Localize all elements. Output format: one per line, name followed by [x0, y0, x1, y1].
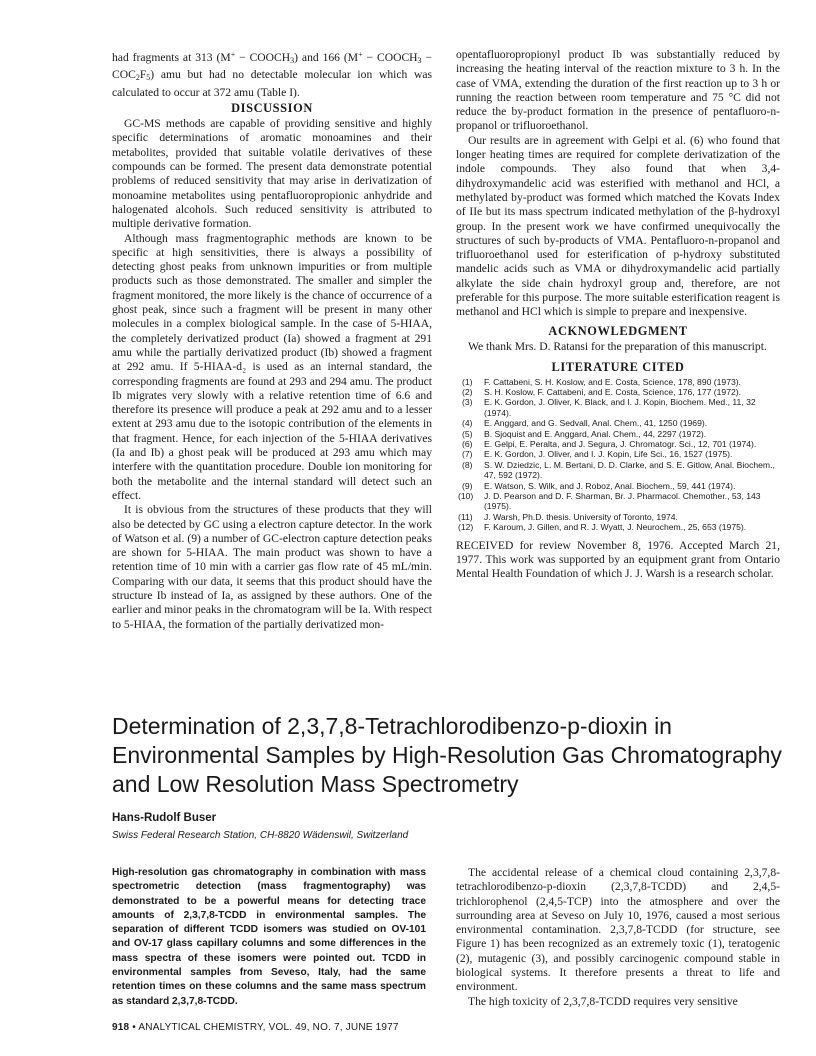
- reference-number: (6): [462, 438, 473, 449]
- reference-text: B. Sjoquist and E. Anggard, Anal. Chem., 44, 2297 (1972).: [484, 428, 707, 439]
- reference-item: [456, 387, 780, 397]
- intro-column: [456, 866, 780, 1009]
- top-right-column: [456, 48, 780, 582]
- article-affiliation: Swiss Federal Research Station, CH-8820 Wädenswil, Switzerland: [112, 830, 409, 841]
- page-footer: [112, 1022, 399, 1033]
- reference-number: (5): [462, 428, 473, 439]
- reference-item: [456, 429, 780, 439]
- reference-text: E. Anggard, and G. Sedvall, Anal. Chem., 41, 1250 (1969).: [484, 418, 708, 429]
- reference-number: (10): [458, 491, 474, 501]
- reference-text: J. D. Pearson and D. F. Sharman, Br. J. Pharmacol. Chemother., 53, 143 (1975).: [484, 491, 761, 512]
- reference-number: (11): [458, 511, 473, 522]
- reference-item: [456, 449, 780, 459]
- reference-item: [456, 439, 780, 449]
- article-author: Hans-Rudolf Buser: [112, 812, 217, 824]
- reference-item: [456, 377, 780, 387]
- reference-item: [456, 418, 780, 428]
- intro-paragraph-2: The high toxicity of 2,3,7,8-TCDD requires very sensitive: [468, 994, 738, 1008]
- received-note: RECEIVED for review November 8, 1976. Accepted March 21, 1977. This work was supported by an equipment grant from Ontario Mental Health Foundation of which J. J. Warsh is a research scholar.: [456, 538, 780, 581]
- reference-item: [456, 522, 780, 532]
- reference-number: (2): [462, 386, 473, 397]
- reference-number: (4): [462, 418, 473, 429]
- top-left-column: [112, 48, 432, 632]
- reference-number: (8): [462, 459, 473, 470]
- reference-list: [456, 377, 780, 533]
- reference-item: [456, 512, 780, 522]
- discussion-paragraph-1: GC-MS methods are capable of providing sensitive and highly specific determinations of aromatic monoamines and their metabolites, provided that suitable volatile derivatives of these compounds can be formed. The present data demonstrate potential problems of reduced sensitivity that may arise in derivatization of monoamine metabolites using pentafluoropropionic anhydride and halogenated alcohols. Such reduced sensitivity is attributed to multiple derivative formation.: [112, 117, 432, 231]
- reference-item: [456, 460, 780, 481]
- results-paragraph: Our results are in agreement with Gelpi et al. (6) who found that longer heating times are required for complete derivatization of the indole compounds. They also found that when 3,4-dihydroxymandelic acid was esterified with methanol and HCl, a methylated by-product was formed which matched the Kovats Index of IIe but its mass spectrum indicated methylation of the β-hydroxyl group. In the present work we have confirmed unequivocally the structures of such by-products of VMA. Pentafluoro-n-propanol and trifluoroethanol used for esterification of p-hydroxy substituted mandelic acids such as VMA or dihydroxymandelic acid partially alkylate the side chain hydroxyl group and, therefore, are not preferable for this purpose. The more suitable esterification reagent is methanol and HCl which is simple to prepare and inexpensive.: [456, 133, 780, 319]
- reference-text: F. Karoum, J. Gillen, and R. J. Wyatt, J. Neurochem., 25, 653 (1975).: [484, 522, 747, 533]
- reference-text: E. Watson, S. Wilk, and J. Roboz, Anal. Biochem., 59, 441 (1974).: [484, 480, 736, 491]
- discussion-paragraph-2: Although mass fragmentographic methods are known to be specific at high sensitivities, there is always a possibility of detecting ghost peaks from unknown impurities or from multiple products such as those demonstrated. The smaller and simpler the fragment monitored, the more likely is the chance of occurrence of a ghost peak, since such a fragment will be present in many other molecules in a complex biological sample. In the case of 5-HIAA, the completely derivatized product (Ia) showed a fragment at 291 amu while the partially derivatized product (Ib) showed a fragment at 292 amu. If 5-HIAA-d₂ is used as an internal standard, the corresponding fragments are found at 293 and 294 amu. The product Ib migrates very slowly with a relative retention time of 6.6 and therefore its presence will produce a peak at 292 amu and to a lesser extent at 293 amu due to the isotopic contribution of the elements in that fragment. Hence, for each injection of the 5-HIAA derivatives (Ia and Ib) a ghost peak will be produced at 293 amu which may interfere with the quantitation procedure. Double ion monitoring for both the metabolite and the internal standard will detect such an effect.: [112, 231, 432, 502]
- reference-number: (12): [458, 522, 474, 533]
- intro-paragraph-1: The accidental release of a chemical cloud containing 2,3,7,8-tetrachlorodibenzo-p-dioxin (2,3,7,8-TCDD) and 2,4,5-trichlorophenol (2,4,5-TCP) into the atmosphere and over the surrounding area at Seveso on July 10, 1976, caused a most serious environmental contamination. 2,3,7,8-TCDD (for structure, see Figure 1) has been recognized as an extremely toxic (1), teratogenic (2), mutagenic (3), and possibly carcinogenic compound stable in biological systems. It therefore presents a threat to life and environment.: [456, 866, 780, 994]
- reference-number: (9): [462, 480, 473, 491]
- reference-number: (3): [462, 397, 473, 408]
- reference-text: E. K. Gordon, J. Oliver, K. Black, and I. J. Kopin, Biochem. Med., 11, 32 (1974).: [484, 397, 756, 418]
- discussion-paragraph-3: It is obvious from the structures of these products that they will also be detected by GC using a electron capture detector. In the work of Watson et al. (9) a number of GC-electron capture detection peaks are shown for 5-HIAA. The main product was shown to have a retention time of 10 min with a carrier gas flow rate of 45 mL/min. Comparing with our data, it seems that this product should have the structure Ib instead of Ia, as assigned by these authors. One of the earlier and minor peaks in the chromatogram will be Ia. With respect to 5-HIAA, the formation of the partially derivatized mon-: [112, 503, 432, 631]
- literature-cited-heading: LITERATURE CITED: [551, 360, 685, 375]
- acknowledgment-text: We thank Mrs. D. Ratansi for the preparation of this manuscript.: [468, 339, 767, 353]
- reference-text: E. Gelpi, E. Peralta, and J. Segura, J. Chromatogr. Sci., 12, 701 (1974).: [484, 438, 757, 449]
- reference-text: E. K. Gordon, J. Oliver, and I. J. Kopin, Life Sci., 16, 1527 (1975).: [484, 449, 733, 460]
- reference-text: J. Warsh, Ph.D. thesis. University of Toronto, 1974.: [484, 511, 678, 522]
- reference-text: S. H. Koslow, F. Cattabeni, and E. Costa, Science, 176, 177 (1972).: [484, 386, 742, 397]
- paragraph-continued: had fragments at 313 $(M^+ - COOCH_3)$ and 166 $(M^+ - COOCH_3 - COC_2F_5)$ amu but had no detectable molecular ion which was calculated to occur at 372 amu (Table I).: [112, 50, 433, 99]
- reference-item: [456, 481, 780, 491]
- reference-text: F. Cattabeni, S. H. Koslow, and E. Costa, Science, 178, 890 (1973).: [484, 376, 742, 387]
- acknowledgment-heading: ACKNOWLEDGMENT: [548, 323, 688, 338]
- reference-item: [456, 397, 780, 418]
- reference-text: S. W. Dziedzic, L. M. Bertani, D. D. Clarke, and S. E. Gitlow, Anal. Biochem., 47, 592 (1972).: [484, 459, 775, 481]
- reference-item: [456, 491, 780, 512]
- reference-number: (1): [462, 376, 473, 387]
- journal-citation: ANALYTICAL CHEMISTRY, VOL. 49, NO. 7, JUNE 1977: [138, 1022, 399, 1033]
- discussion-heading: DISCUSSION: [231, 100, 313, 115]
- article-abstract: High-resolution gas chromatography in combination with mass spectrometric detection (mass fragmentography) was demonstrated to be a powerful means for detecting trace amounts of 2,3,7,8-TCDD in environmental samples. The separation of different TCDD isomers was studied on OV-101 and OV-17 glass capillary columns and some differences in the mass spectra of these isomers were pointed out. TCDD in environmental samples from Seveso, Italy, had the same retention times on these columns and the same mass spectrum as standard 2,3,7,8-TCDD.: [112, 867, 426, 1007]
- page-number: 918: [112, 1022, 130, 1033]
- article-title: Determination of 2,3,7,8-Tetrachlorodibenzo-p-dioxin in Environmental Samples by High-Resolution Gas Chromatography and Low Resolution Mass Spectrometry: [112, 713, 782, 797]
- footer-bullet: •: [132, 1022, 136, 1033]
- reference-number: (7): [462, 449, 473, 460]
- paragraph-continued-right: opentafluoropropionyl product Ib was substantially reduced by increasing the heating interval of the reaction mixture to 3 h. In the case of VMA, extending the duration of the first reaction up to 3 h or running the reaction between room temperature and 75 °C did not reduce the by-product formation in the presence of pentafluoro-n-propanol or trifluoroethanol.: [456, 48, 780, 133]
